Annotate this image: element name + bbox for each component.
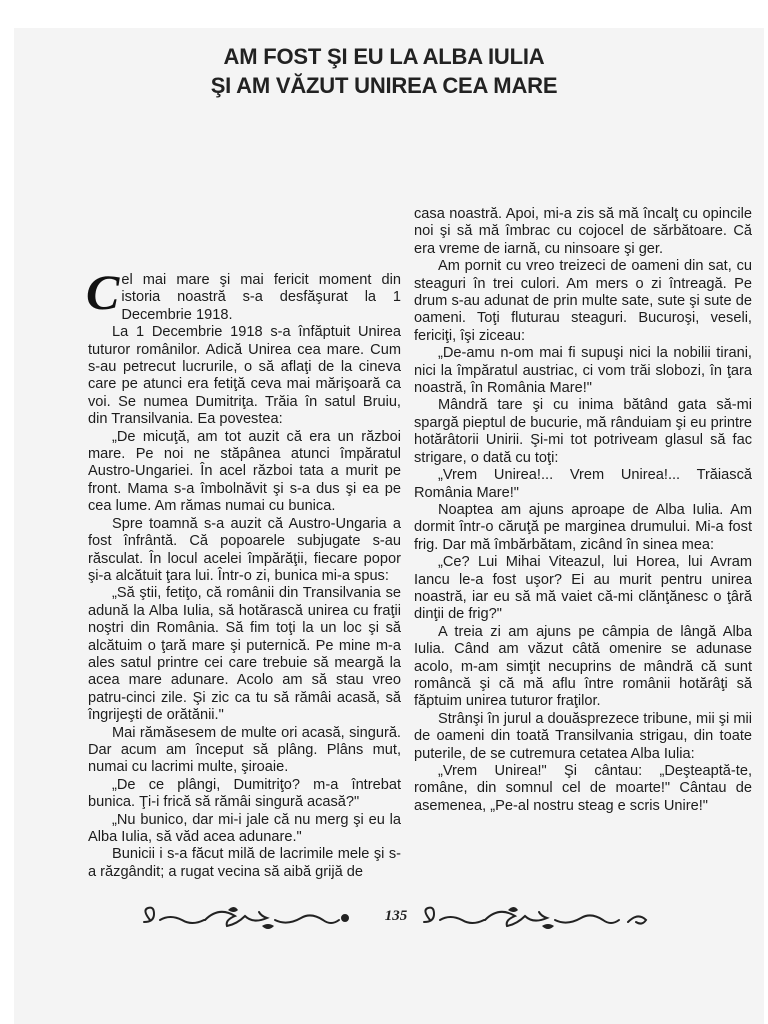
- paragraph: La 1 Decembrie 1918 s-a înfăptuit Unirea tuturor românilor. Adică Unirea cea mare. Cum s-au petrecut lucrurile, o să aflaţi de la cineva care pe atunci era fetiţă ceva mai mărişoară ca voi. Se numea Dumitriţa. Trăia în satul Bruiu, din Transilvania. Ea povestea:: [88, 324, 401, 428]
- flourish-left-curl: [144, 908, 154, 922]
- paragraph: Cel mai mare şi mai fericit moment din istoria noastră s-a desfăşurat la 1 Decembrie 1918.: [86, 264, 401, 323]
- flourish-right-leaf: [485, 912, 547, 926]
- left-column: [86, 264, 401, 881]
- paragraph: Strânşi în jurul a douăsprezece tribune, mii şi mii de oameni din toată Transilvania strigau, din toate puterile, de se cutremura cetatea Alba Iulia:: [414, 710, 752, 762]
- paragraph: Mândră tare şi cu inima bătând gata să-mi spargă pieptul de bucurie, mă rânduiam şi eu printre hotărâtorii Unirii. Şi-mi tot potriveam glasul să fac strigare, o dată cu toţi:: [414, 397, 752, 466]
- paragraph: „De ce plângi, Dumitriţo? m-a întrebat bunica. Ţi-i frică să rămâi singură acasă?": [88, 776, 401, 811]
- flourish-left-dot: [342, 915, 348, 921]
- flourish-right-tail: [555, 915, 619, 923]
- flourish-left-leaf: [205, 912, 267, 926]
- title-line-1: AM FOST ŞI EU LA ALBA IULIA: [223, 44, 545, 69]
- paragraph: „De micuţă, am tot auzit că era un război mare. Pe noi ne stăpânea atunci împăratul Austro-Ungariei. În acel război tata a murit pe front. Mama s-a îmbolnăvit şi s-a dus şi ea pe cea lume. Am rămas numai cu bunica.: [88, 428, 401, 515]
- flourish-right-bud: [508, 907, 518, 912]
- page-number: 135: [384, 908, 408, 924]
- paragraph: A treia zi am ajuns pe câmpia de lângă Alba Iulia. Când am văzut câtă omenire se adunase acolo, m-am simţit necuprins de mândră că sunt româncă şi că mă aflu între românii hotărâţi să făptuim unirea tuturor fraţilor.: [414, 623, 752, 710]
- paragraph: „De-amu n-om mai fi supuşi nici la nobilii tirani, nici la împăratul austriac, ci vom trăi slobozi, în ţara noastră, în România Mare!": [414, 345, 752, 397]
- paragraph: „Ce? Lui Mihai Viteazul, lui Horea, lui Avram Iancu le-a fost uşor? Ei au murit pentru unirea noastră, iar eu să mă vaiet că-mi clănţănesc o ţâră dinţii de frig?": [414, 554, 752, 623]
- drop-cap: C: [86, 264, 120, 320]
- paragraph: casa noastră. Apoi, mi-a zis să mă încalţ cu opincile noi şi să mă îmbrac cu cojocel de sărbătoare. Că era vreme de iarnă, cu ninsoare şi ger.: [414, 206, 752, 257]
- right-column: [414, 206, 752, 815]
- flourish-left-bud: [228, 907, 238, 912]
- flourish-left-bud-2: [262, 924, 274, 929]
- paragraph: Mai rămăsesem de multe ori acasă, singură. Dar acum am început să plâng. Plâns mut, numai cu lacrimi multe, şiroaie.: [88, 724, 401, 776]
- paragraph: Noaptea am ajuns aproape de Alba Iulia. Am dormit într-o căruţă pe marginea drumului. Mi-a fost frig. Dar mă îmbărbătam, zicând în sinea mea:: [414, 501, 752, 553]
- flourish-left-tail: [275, 915, 339, 923]
- paragraph: Am pornit cu vreo treizeci de oameni din sat, cu steaguri în trei culori. Am mers o zi întreagă. Pe drum s-au adunat de prin multe sate, sute şi sute de oameni. Toţi fluturau steaguri. Bucuroşi, veseli, fericiţi, îşi ziceau:: [414, 258, 752, 344]
- paragraph: Spre toamnă s-a auzit că Austro-Ungaria a fost înfrântă. Că popoarele subjugate s-au răsculat. În locul acelei împărăţii, fiecare popor şi-a alcătuit ţara lui. Într-o zi, bunica mi-a spus:: [88, 515, 401, 584]
- chapter-title: [0, 42, 768, 100]
- title-line-2: ŞI AM VĂZUT UNIREA CEA MARE: [210, 73, 558, 98]
- paragraph: „Vrem Unirea!... Vrem Unirea!... Trăiască România Mare!": [414, 467, 752, 501]
- flourish-right-end: [628, 916, 646, 923]
- paragraph: „Să ştii, fetiţo, că românii din Transilvania se adună la Alba Iulia, să hotărască unirea cu fraţii noştri din România. Să fim toţi la un loc şi să alcătuim o ţară mare şi puternică. Pe mine m-a ales satul printre cei care trebuie să meargă la acea mare adunare. Acolo am să stau vreo patru-cinci zile. Şi zic ca tu să rămâi acasă, să îngrijeşti de orătănii.": [88, 585, 401, 724]
- paragraph: „Nu bunico, dar mi-i jale că nu merg şi eu la Alba Iulia, să văd acea adunare.": [88, 811, 401, 845]
- flourish-right-bud-2: [542, 924, 554, 929]
- flourish-right-curl: [424, 908, 434, 922]
- paragraph: „Vrem Unirea!" Şi cântau: „Deşteaptă-te, române, din somnul cel de moarte!" Cântau de asemenea, „Pe-al nostru steag e scris Unire!": [414, 763, 752, 814]
- paragraph: Bunicii i s-a făcut milă de lacrimile mele şi s-a răzgândit; a rugat vecina să aibă grijă de: [88, 846, 401, 880]
- flourish-left-line: [160, 917, 204, 923]
- flourish-right-line: [440, 917, 484, 923]
